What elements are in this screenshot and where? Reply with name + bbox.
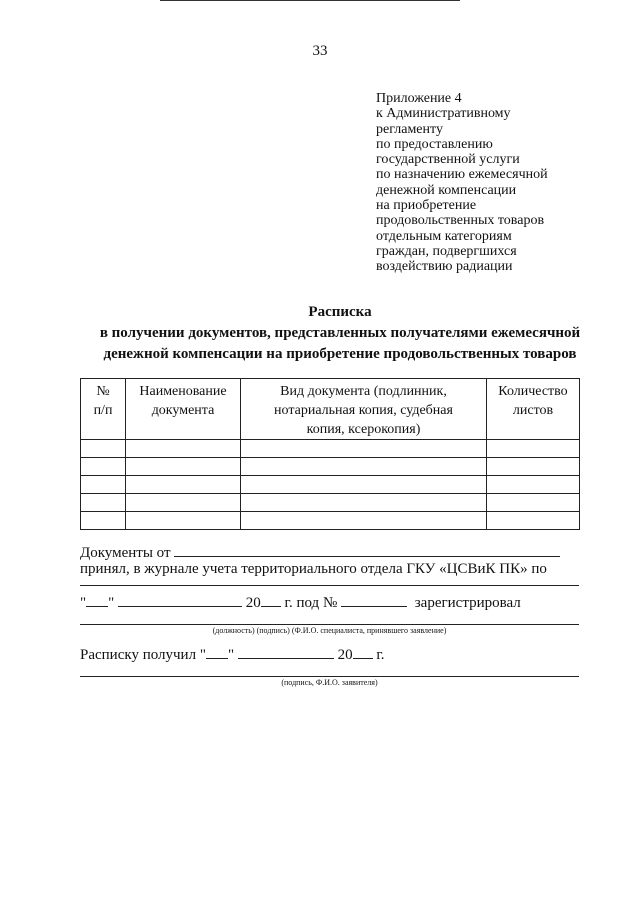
table-cell (81, 458, 126, 476)
docs-from-blank[interactable] (174, 543, 560, 557)
appendix-line: отдельным категориям (376, 228, 512, 244)
appendix-line: по предоставлению (376, 136, 493, 152)
table-cell (241, 458, 487, 476)
document-title (0, 302, 640, 365)
appendix-line: Приложение 4 (376, 91, 462, 106)
year-prefix: 20 (245, 595, 261, 611)
received-label: Расписку получил (80, 647, 197, 663)
table-cell (81, 512, 126, 530)
applicant-caption: (подпись, Ф.И.О. заявителя) (281, 678, 378, 687)
table-cell (241, 440, 487, 458)
appendix-line: к Административному (376, 106, 511, 122)
table-cell (241, 494, 487, 512)
accepted-continuation-blank[interactable] (80, 585, 579, 586)
table-cell (126, 494, 241, 512)
table-row (81, 512, 580, 530)
header-number: № п/п (81, 379, 126, 440)
title-heading: Расписка (308, 304, 372, 320)
table-row (81, 494, 580, 512)
appendix-line: продовольственных товаров (376, 213, 545, 229)
month-blank[interactable] (118, 593, 242, 607)
table-row (81, 458, 580, 476)
appendix-line: регламенту (376, 121, 443, 137)
header-sheet-count: Количество листов (487, 379, 580, 440)
year-blank[interactable] (353, 645, 373, 659)
month-blank[interactable] (238, 645, 334, 659)
page-number: 33 (312, 43, 328, 59)
title-subline: в получении документов, представленных получателями ежемесячной (99, 325, 581, 341)
appendix-block (376, 91, 616, 275)
accepted-line (80, 560, 547, 578)
table-cell (487, 494, 580, 512)
table-cell (241, 512, 487, 530)
header-doc-name: Наименование документа (126, 379, 241, 440)
registration-number-blank[interactable] (341, 593, 407, 607)
year-prefix: 20 (337, 647, 353, 663)
specialist-caption: (должность) (подпись) (Ф.И.О. специалиста, принявшего заявление) (212, 626, 447, 635)
table-cell (241, 476, 487, 494)
quote-open: " (199, 647, 206, 663)
appendix-line: государственной услуги (376, 152, 520, 168)
registration-line (80, 593, 521, 612)
accepted-text: принял, в журнале учета территориального отдела ГКУ «ЦСВиК ПК» по (80, 561, 547, 577)
quote-open: " (80, 595, 87, 611)
day-blank[interactable] (86, 593, 108, 607)
appendix-line: денежной компенсации (376, 182, 517, 198)
table-cell (487, 512, 580, 530)
day-blank[interactable] (206, 645, 228, 659)
table-header-row (81, 379, 580, 440)
table-row (81, 476, 580, 494)
quote-close: " (227, 647, 235, 663)
year-blank[interactable] (261, 593, 281, 607)
table-cell (81, 494, 126, 512)
table-cell (81, 440, 126, 458)
table-cell (126, 458, 241, 476)
appendix-line: воздействию радиации (376, 259, 513, 275)
year-suffix: г. (376, 647, 385, 663)
table-row (81, 440, 580, 458)
top-edge-line (160, 0, 460, 1)
registered-label: зарегистрировал (414, 595, 521, 611)
table-cell (487, 476, 580, 494)
docs-from-label: Документы от (80, 545, 171, 561)
table-cell (126, 512, 241, 530)
documents-table (80, 378, 580, 530)
specialist-signature-blank[interactable] (80, 624, 579, 625)
number-label: г. под № (284, 595, 338, 611)
appendix-line: граждан, подвергшихся (376, 243, 517, 259)
header-doc-type: Вид документа (подлинник, нотариальная копия, судебная копия, ксерокопия) (241, 379, 487, 440)
appendix-line: на приобретение (376, 198, 477, 214)
table-cell (487, 458, 580, 476)
table-cell (126, 476, 241, 494)
quote-close: " (108, 595, 115, 611)
table-cell (81, 476, 126, 494)
table-cell (487, 440, 580, 458)
applicant-signature-blank[interactable] (80, 676, 579, 677)
title-subline: денежной компенсации на приобретение продовольственных товаров (103, 346, 577, 362)
appendix-line: по назначению ежемесячной (376, 167, 548, 183)
received-line (80, 645, 385, 664)
table-cell (126, 440, 241, 458)
